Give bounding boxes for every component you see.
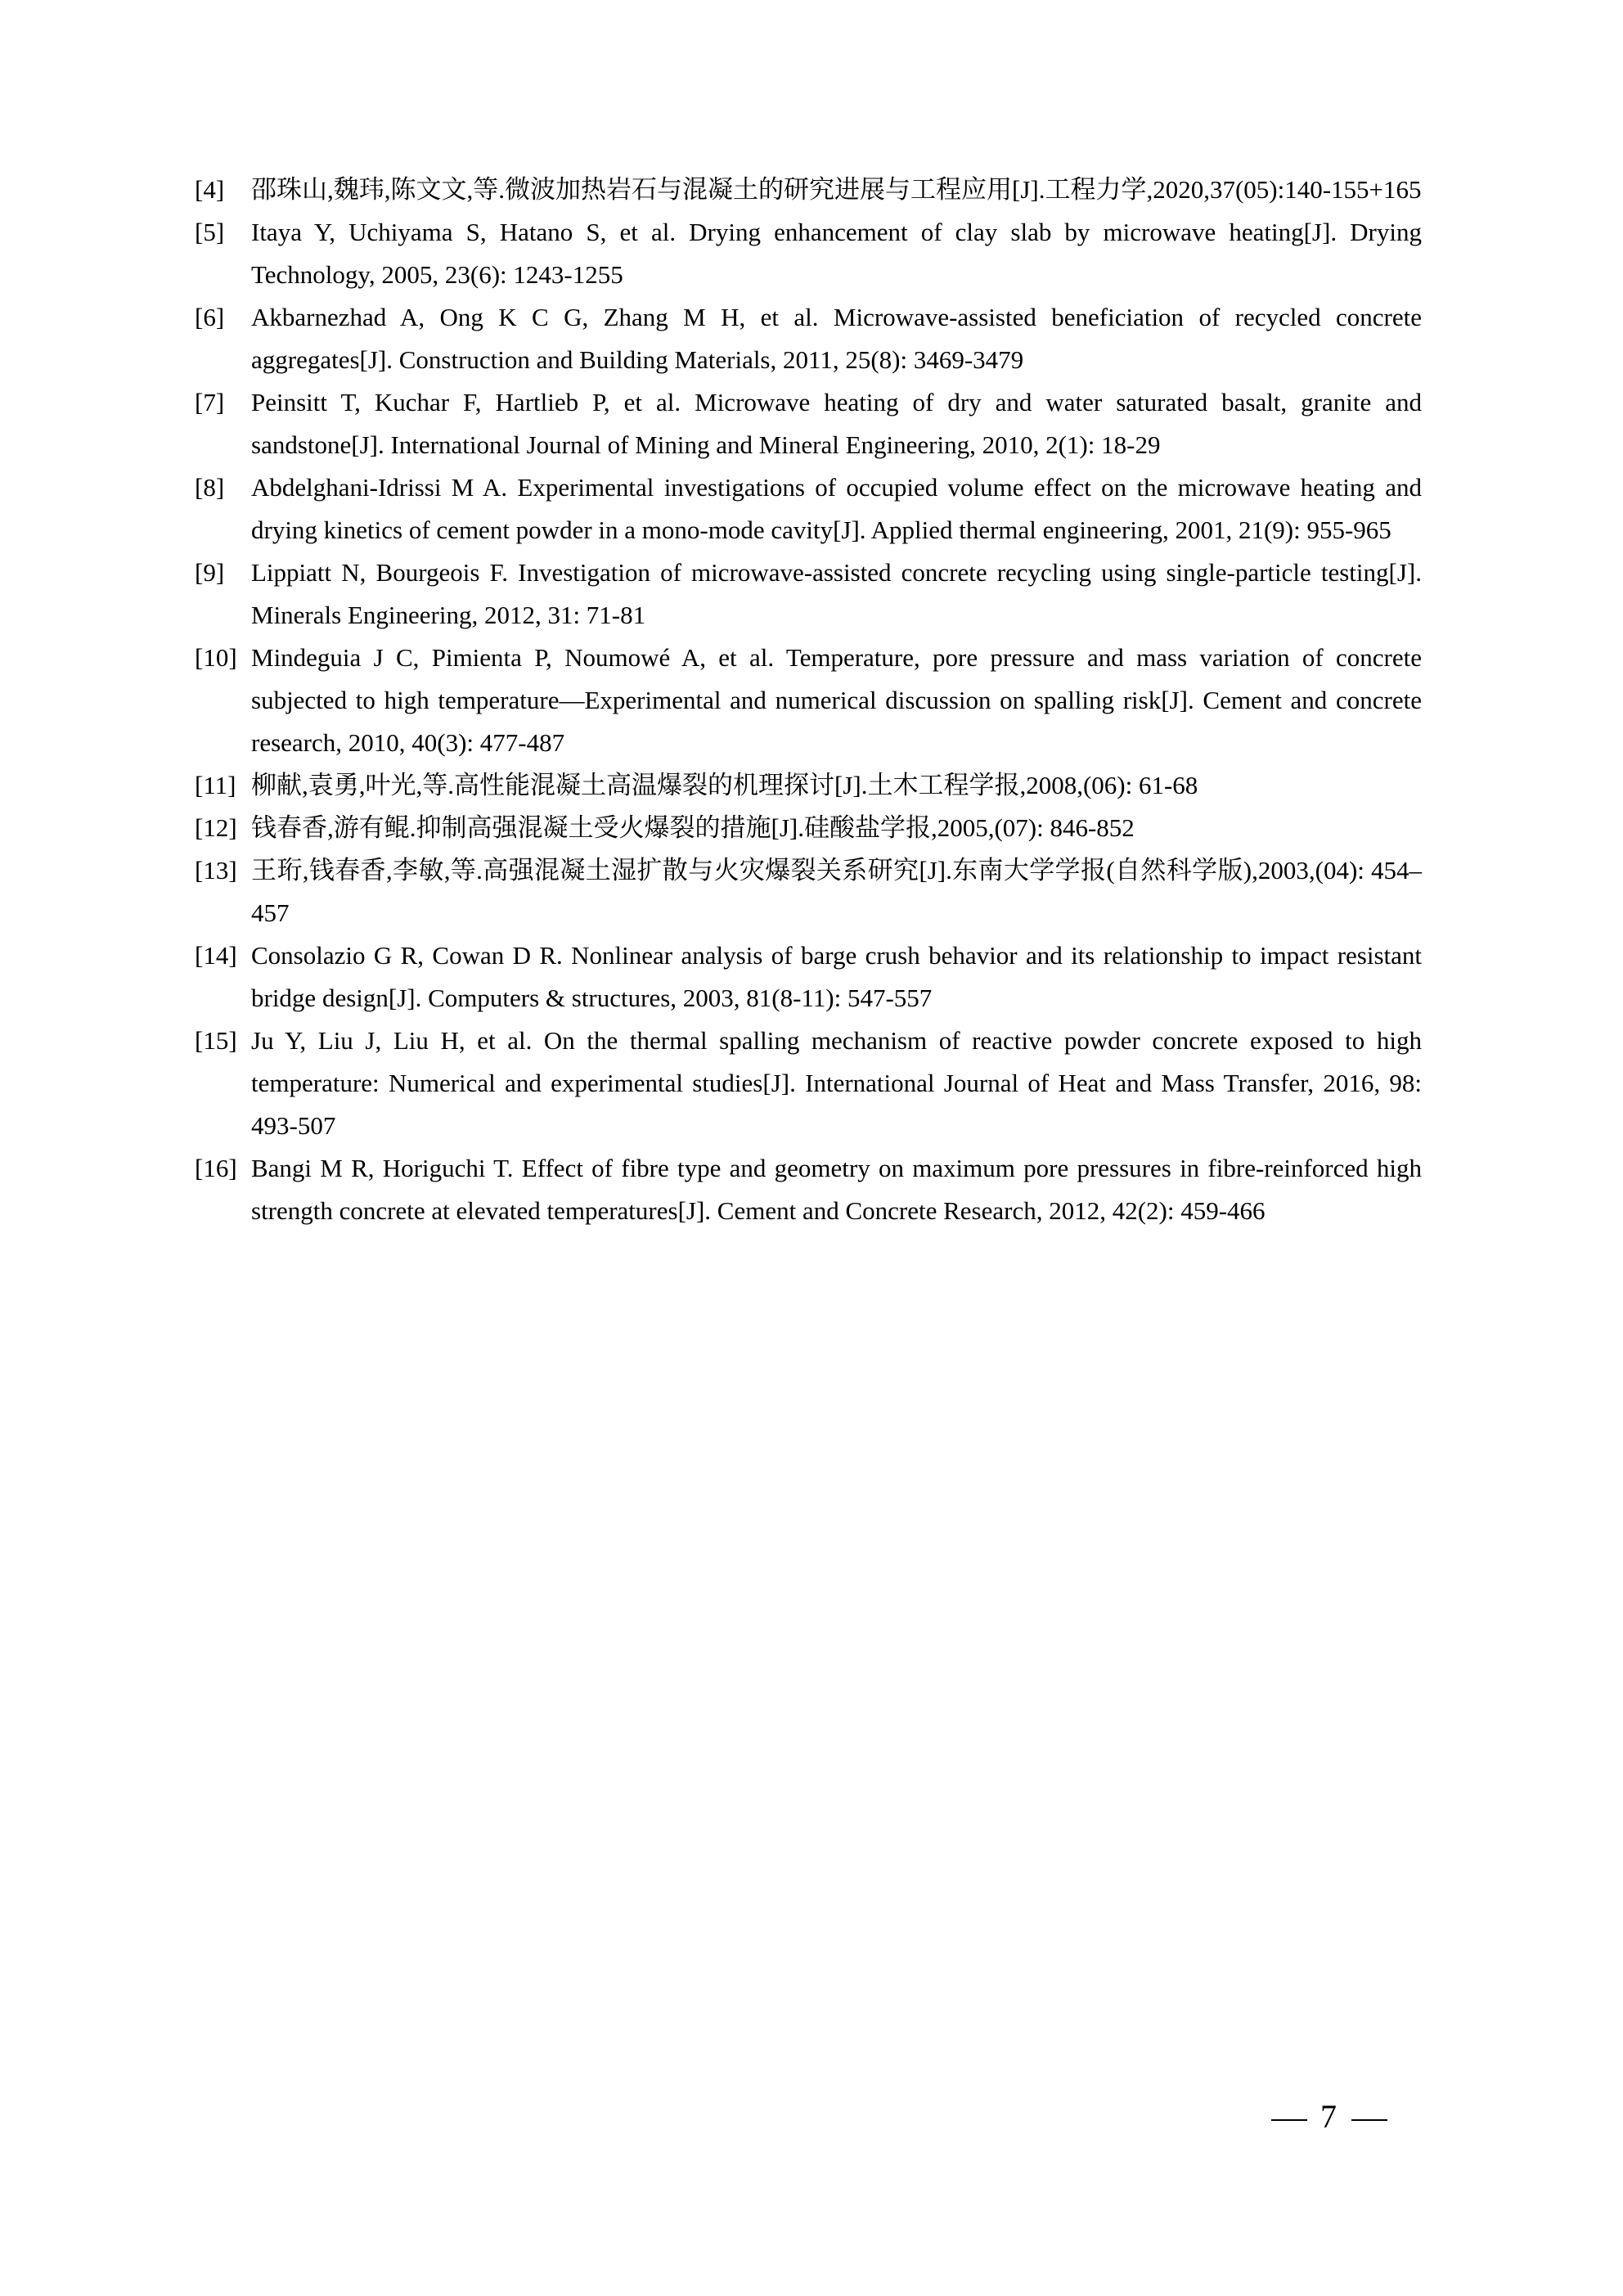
reference-item <box>195 849 1422 934</box>
reference-text: Lippiatt N, Bourgeois F. Investigation of microwave-assisted concrete recycling using single-particle testing[J]. Minerals Engineering, 2012, 31: 71-81 <box>251 558 1422 629</box>
reference-text: Peinsitt T, Kuchar F, Hartlieb P, et al. Microwave heating of dry and water saturated basalt, granite and sandstone[J]. International Journal of Mining and Mineral Engineering, 2010, 2(1): 18-29 <box>251 388 1422 459</box>
reference-item <box>195 1020 1422 1147</box>
reference-item <box>195 1147 1422 1232</box>
reference-number: [12] <box>195 813 237 842</box>
reference-item <box>195 296 1422 381</box>
reference-text: 王珩,钱春香,李敏,等.高强混凝土湿扩散与火灾爆裂关系研究[J].东南大学学报(自然科学版),2003,(04): 454–457 <box>251 856 1422 927</box>
reference-item <box>195 807 1422 849</box>
reference-text: Mindeguia J C, Pimienta P, Noumowé A, et al. Temperature, pore pressure and mass variation of concrete subjected to high temperature—Experimental and numerical discussion on spalling risk[J]. Cement and concrete research, 2010, 40(3): 477-487 <box>251 643 1422 757</box>
reference-number: [4] <box>195 175 225 204</box>
reference-item <box>195 764 1422 807</box>
reference-number: [8] <box>195 473 225 502</box>
page-number: 7 <box>1320 2098 1338 2135</box>
reference-number: [16] <box>195 1154 237 1182</box>
reference-number: [10] <box>195 643 237 672</box>
reference-list <box>195 169 1422 1232</box>
reference-number: [11] <box>195 771 236 799</box>
reference-text: Abdelghani-Idrissi M A. Experimental investigations of occupied volume effect on the microwave heating and drying kinetics of cement powder in a mono-mode cavity[J]. Applied thermal engineering, 2001, 21(9): 955-965 <box>251 473 1422 544</box>
reference-text: Itaya Y, Uchiyama S, Hatano S, et al. Drying enhancement of clay slab by microwave heating[J]. Drying Technology, 2005, 23(6): 1243-1255 <box>251 218 1422 289</box>
reference-number: [6] <box>195 303 225 331</box>
reference-item <box>195 381 1422 466</box>
reference-number: [9] <box>195 558 225 587</box>
reference-text: Akbarnezhad A, Ong K C G, Zhang M H, et al. Microwave-assisted beneficiation of recycled concrete aggregates[J]. Construction and Building Materials, 2011, 25(8): 3469-3479 <box>251 303 1422 374</box>
reference-text: 邵珠山,魏玮,陈文文,等.微波加热岩石与混凝土的研究进展与工程应用[J].工程力学,2020,37(05):140-155+165 <box>251 175 1422 204</box>
reference-item <box>195 934 1422 1020</box>
reference-item <box>195 466 1422 551</box>
reference-text: Bangi M R, Horiguchi T. Effect of fibre type and geometry on maximum pore pressures in fibre-reinforced high strength concrete at elevated temperatures[J]. Cement and Concrete Research, 2012, 42(2): 459-466 <box>251 1154 1422 1225</box>
reference-text: 钱春香,游有鲲.抑制高强混凝土受火爆裂的措施[J].硅酸盐学报,2005,(07): 846-852 <box>251 813 1135 842</box>
reference-number: [13] <box>195 856 237 885</box>
reference-item <box>195 169 1422 211</box>
reference-number: [5] <box>195 218 225 246</box>
reference-item <box>195 551 1422 637</box>
reference-text: Consolazio G R, Cowan D R. Nonlinear analysis of barge crush behavior and its relationship to impact resistant bridge design[J]. Computers & structures, 2003, 81(8-11): 547-557 <box>251 941 1422 1012</box>
reference-item <box>195 211 1422 296</box>
reference-item <box>195 637 1422 764</box>
reference-number: [7] <box>195 388 225 416</box>
right-dash <box>1351 2119 1387 2121</box>
reference-text: Ju Y, Liu J, Liu H, et al. On the thermal spalling mechanism of reactive powder concrete exposed to high temperature: Numerical and experimental studies[J]. International Journal of Heat and Mass Transfer, 2016, 98: 493-507 <box>251 1026 1422 1140</box>
left-dash <box>1271 2119 1307 2121</box>
reference-number: [15] <box>195 1026 237 1055</box>
reference-text: 柳献,袁勇,叶光,等.高性能混凝土高温爆裂的机理探讨[J].土木工程学报,2008,(06): 61-68 <box>251 771 1198 799</box>
reference-number: [14] <box>195 941 237 970</box>
page-footer <box>1258 2096 1400 2137</box>
